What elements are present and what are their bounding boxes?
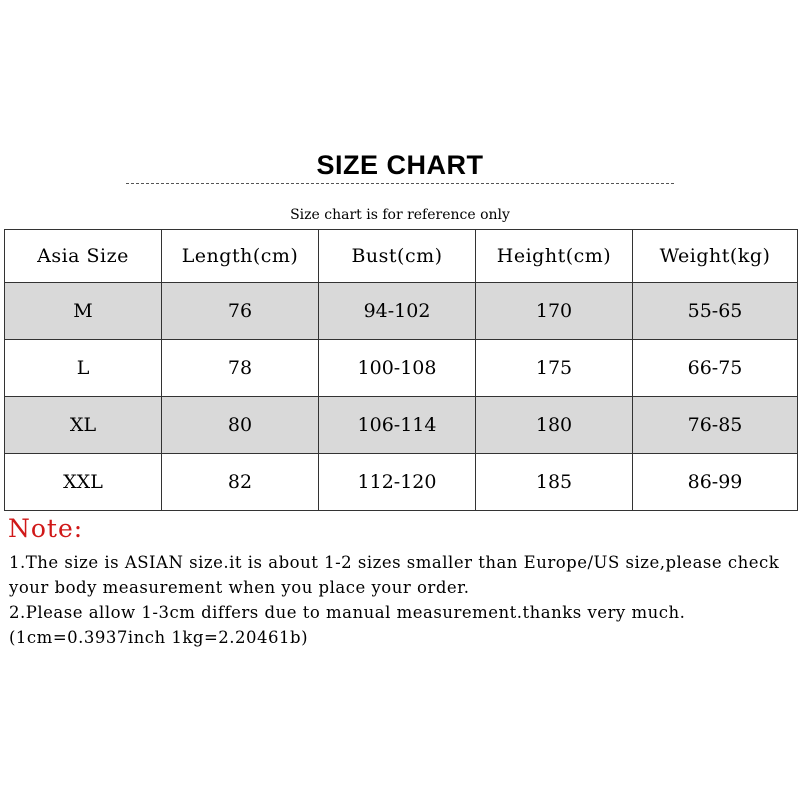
title-divider: [126, 183, 674, 184]
page-title: SIZE CHART: [316, 150, 484, 180]
cell-weight: 86-99: [633, 454, 798, 511]
note-list: [9, 550, 794, 650]
cell-height: 175: [476, 340, 633, 397]
note-item: 1.The size is ASIAN size.it is about 1-2 sizes smaller than Europe/US size,please check your body measurement when you place your order.: [9, 553, 780, 597]
table-header-row: [5, 230, 798, 283]
note-item: 2.Please allow 1-3cm differs due to manual measurement.thanks very much.(1cm=0.3937inch 1kg=2.20461b): [9, 603, 686, 647]
table-row: [5, 397, 798, 454]
table-row: [5, 340, 798, 397]
cell-weight: 76-85: [633, 397, 798, 454]
cell-weight: 55-65: [633, 283, 798, 340]
cell-length: 76: [162, 283, 319, 340]
cell-bust: 94-102: [319, 283, 476, 340]
header-asia-size: Asia Size: [5, 230, 162, 283]
cell-weight: 66-75: [633, 340, 798, 397]
cell-height: 170: [476, 283, 633, 340]
cell-height: 185: [476, 454, 633, 511]
cell-length: 80: [162, 397, 319, 454]
header-bust: Bust(cm): [319, 230, 476, 283]
header-height: Height(cm): [476, 230, 633, 283]
cell-height: 180: [476, 397, 633, 454]
reference-note: Size chart is for reference only: [290, 207, 510, 223]
cell-size: XXL: [5, 454, 162, 511]
cell-bust: 100-108: [319, 340, 476, 397]
header-length: Length(cm): [162, 230, 319, 283]
cell-bust: 106-114: [319, 397, 476, 454]
cell-length: 82: [162, 454, 319, 511]
cell-bust: 112-120: [319, 454, 476, 511]
cell-size: XL: [5, 397, 162, 454]
cell-size: M: [5, 283, 162, 340]
note-label: Note:: [8, 514, 84, 543]
cell-size: L: [5, 340, 162, 397]
header-weight: Weight(kg): [633, 230, 798, 283]
table-row: [5, 454, 798, 511]
size-chart-table: [4, 229, 798, 511]
table-row: [5, 283, 798, 340]
cell-length: 78: [162, 340, 319, 397]
